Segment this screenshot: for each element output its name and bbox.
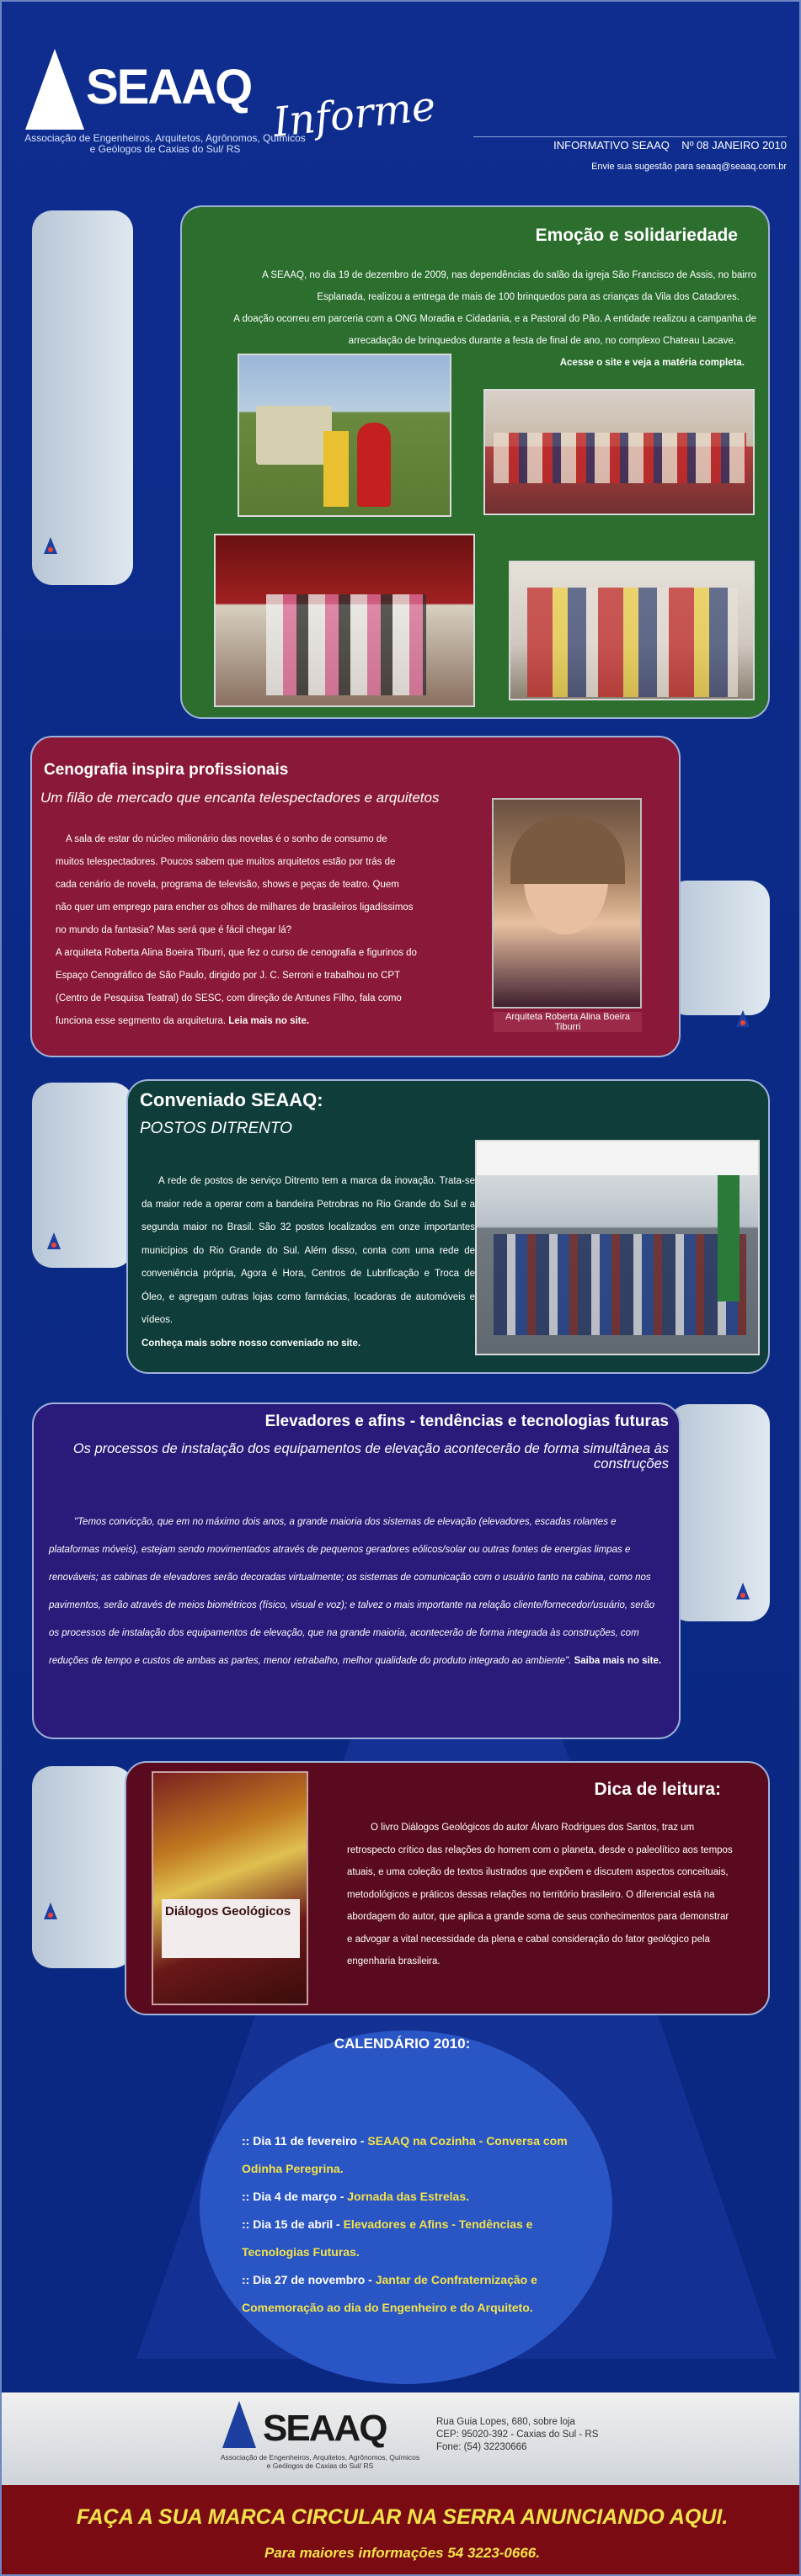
calendar-date: :: Dia 27 de novembro - [242,2273,376,2286]
read-more-link[interactable]: Acesse o site e veja a matéria completa. [559,358,745,368]
section-subtitle: Os processos de instalação dos equipamentos de elevação acontecerão de forma simultânea às construções [72,1441,669,1472]
suggestion-link[interactable]: Envie sua sugestão para seaaq@seaaq.com.br [591,162,787,172]
calendar-date: :: Dia 11 de fevereiro - [242,2134,368,2148]
address-line: Rua Guia Lopes, 680, sobre loja [436,2417,575,2427]
section-text: O livro Diálogos Geológicos do autor Álvaro Rodrigues dos Santos, traz um retrospecto crítico das relações do homem com o planeta, desde o paleolítico aos tempos atuais, e uma coleção de textos ilustrados que expõem e discutem aspectos conceituais, metodológicos e práticos dessas relações no território brasileiro. O diferencial está na abordagem do autor, que aplica a grande soma de seus conhecimentos para demonstrar e advogar a vital necessidade da plena e cabal consideração do fator geológico pela engenharia brasileira. [347,1823,733,1967]
photo-group-gifts [483,389,755,515]
paragraph: "Temos convicção, que em no máximo dois anos, a grande maioria dos sistemas de elevação (elevadores, escadas rolantes e plataformas móveis), estejam sendo movimentados através de pequenos geradores eólicos/solar ou outras fontes de energias limpas e renováveis; as cabinas de elevadores serão decoradas virtualmente; os sistemas de comunicação com o usuário tanto na cabina, como nos pavimentos, serão através de meios biométricos (físico, visual e voz); e talvez o mais importante na relação cliente/fornecedor/usuário, serão os processos de instalação dos equipamentos de elevação, que na grande maioria, acontecerão de forma integrada às construções, com reduções de tempo e custos de ambas as partes, menor retrabalho, melhor qualidade do produto integrado ao ambiente". [49,1517,655,1666]
footer-logo-triangle-icon [222,2401,256,2448]
section-cenografia [30,736,681,1057]
section-text [49,1509,664,1675]
calendar-event: SEAAQ na Cozinha - Conversa com Odinha Peregrina. [242,2134,568,2175]
section-subtitle: POSTOS DITRENTO [140,1120,292,1137]
section-text [56,828,418,1033]
advertise-contact: Para maiores informações 54 3223-0666. [264,2545,540,2561]
photo-caption: Arquiteta Roberta Alina Boeira Tiburri [494,1012,642,1032]
section-title: Elevadores e afins - tendências e tecnologias futuras [264,1413,669,1430]
logo-triangle-icon [25,49,84,130]
logo-subtitle: Associação de Engenheiros, Arquitetos, Agrônomos, Químicos e Geólogos de Caxias do Sul/ RS [24,132,306,155]
section-tab-2 [667,881,770,1015]
section-title: Dica de leitura: [594,1780,721,1799]
photo-gas-station [475,1140,760,1355]
calendar-event: Jornada das Estrelas. [347,2190,470,2203]
advertise-banner[interactable] [2,2485,801,2576]
text-line: A doação ocorreu em parceria com a ONG Moradia e Cidadania, e a Pastoral do Pão. A entidade realizou a campanha de [233,314,756,324]
text-line: Esplanada, realizou a entrega de mais de 100 brinquedos para as crianças da Vila dos Catadores. [317,292,740,302]
calendar-item[interactable] [242,2211,595,2266]
photo-santa-truck [238,354,451,517]
paragraph: A sala de estar do núcleo milionário das novelas é o sonho de consumo de muitos telespectadores. Poucos sabem que muitos arquitetos estão por trás de cada cenário de novela, programa de televisão, shows e peças de teatro. Quem não quer um emprego para encher os olhos de milhares de brasileiros ligadíssimos no mundo da fantasia? Mas será que é fácil chegar lá? [56,834,414,935]
seaaq-icon [40,1901,62,1923]
text-line: arrecadação de brinquedos durante a festa de final de ano, no complexo Chateau Lacave. [348,336,736,346]
section-title: Conveniado SEAAQ: [140,1089,323,1110]
read-more-link[interactable]: Saiba mais no site. [574,1656,662,1666]
calendar-item[interactable] [242,2266,595,2322]
calendar-date: :: Dia 15 de abril - [242,2217,344,2231]
seaaq-icon [733,1581,755,1603]
footer-logo[interactable] [219,2399,421,2475]
paragraph: A rede de postos de serviço Ditrento tem a marca da inovação. Trata-se da maior rede a operar com a bandeira Petrobras no Rio Grande do Sul e a segunda maior no Brasil. São 32 postos localizados em onze importantes municípios do Rio Grande do Sul. Além disso, conta com uma rede de conveniência própria, Agora é Hora, Centros de Lubrificação e Troca de Óleo, e agregam outras lojas como farmácias, locadoras de automóveis e vídeos. [142,1176,475,1325]
advertise-headline: FAÇA A SUA MARCA CIRCULAR NA SERRA ANUNCIANDO AQUI. [76,2505,729,2529]
footer-logo-subtitle: Associação de Engenheiros, Arquitetos, Agrônomos, Químicos e Geólogos de Caxias do Sul/ RS [220,2453,420,2470]
section-tab-4 [669,1404,770,1621]
paragraph: A arquiteta Roberta Alina Boeira Tiburri, que fez o curso de cenografia e figurinos do Espaço Cenográfico de São Paulo, dirigido por J. C. Serroni e trabalhou no CPT (Centro de Pesquisa Teatral) do SESC, com direção de Antunes Filho, fala como funciona esse segmento da arquitetura. [56,948,417,1026]
photo-children-room [214,534,475,707]
logo-wordmark: SEAAQ [86,60,252,114]
phone-line: Fone: (54) 32230666 [436,2442,527,2452]
read-more-link[interactable]: Conheça mais sobre nosso conveniado no site. [142,1338,361,1349]
section-tab-5 [32,1766,133,1968]
book-title: Diálogos Geológicos [165,1904,291,1919]
section-title: Emoção e solidariedade [535,226,738,245]
section-subtitle: Um filão de mercado que encanta telespectadores e arquitetos [40,790,440,806]
section-dica-leitura [125,1761,770,2015]
seaaq-icon [733,1009,755,1030]
issue-info [473,136,787,172]
calendar-item[interactable] [242,2183,595,2211]
photo-roberta [492,798,642,1009]
logo-informe-script: Informe [270,82,438,146]
footer [2,2392,801,2485]
calendar-item[interactable] [242,2127,595,2183]
calendar-title: CALENDÁRIO 2010: [334,2036,471,2052]
read-more-link[interactable]: Leia mais no site. [228,1016,310,1026]
calendar-event: Jantar de Confraternização e Comemoração ao dia do Engenheiro e do Arquiteto. [242,2273,537,2314]
header-logo[interactable] [20,42,458,155]
text-line: A SEAAQ, no dia 19 de dezembro de 2009, nas dependências do salão da igreja São Francisco de Assis, no bairro [262,270,756,280]
footer-address [436,2416,598,2454]
section-emocao [180,205,770,719]
calendar-list [242,2127,595,2322]
footer-logo-wordmark: SEAAQ [263,2408,387,2449]
section-conveniado [126,1079,770,1374]
section-tab-1 [32,210,133,585]
address-line: CEP: 95020-392 - Caxias do Sul - RS [436,2430,599,2440]
section-elevadores [32,1402,681,1739]
seaaq-icon [44,1231,66,1253]
issue-label: INFORMATIVO SEAAQ Nº 08 JANEIRO 2010 [553,139,787,152]
calendar-date: :: Dia 4 de março - [242,2190,348,2203]
calendar-event: Elevadores e Afins - Tendências e Tecnologias Futuras. [242,2217,533,2259]
section-text [142,1170,475,1355]
photo-santa-group [509,561,755,700]
section-title: Cenografia inspira profissionais [44,761,289,779]
book-cover [152,1771,308,2005]
seaaq-icon [40,535,62,557]
